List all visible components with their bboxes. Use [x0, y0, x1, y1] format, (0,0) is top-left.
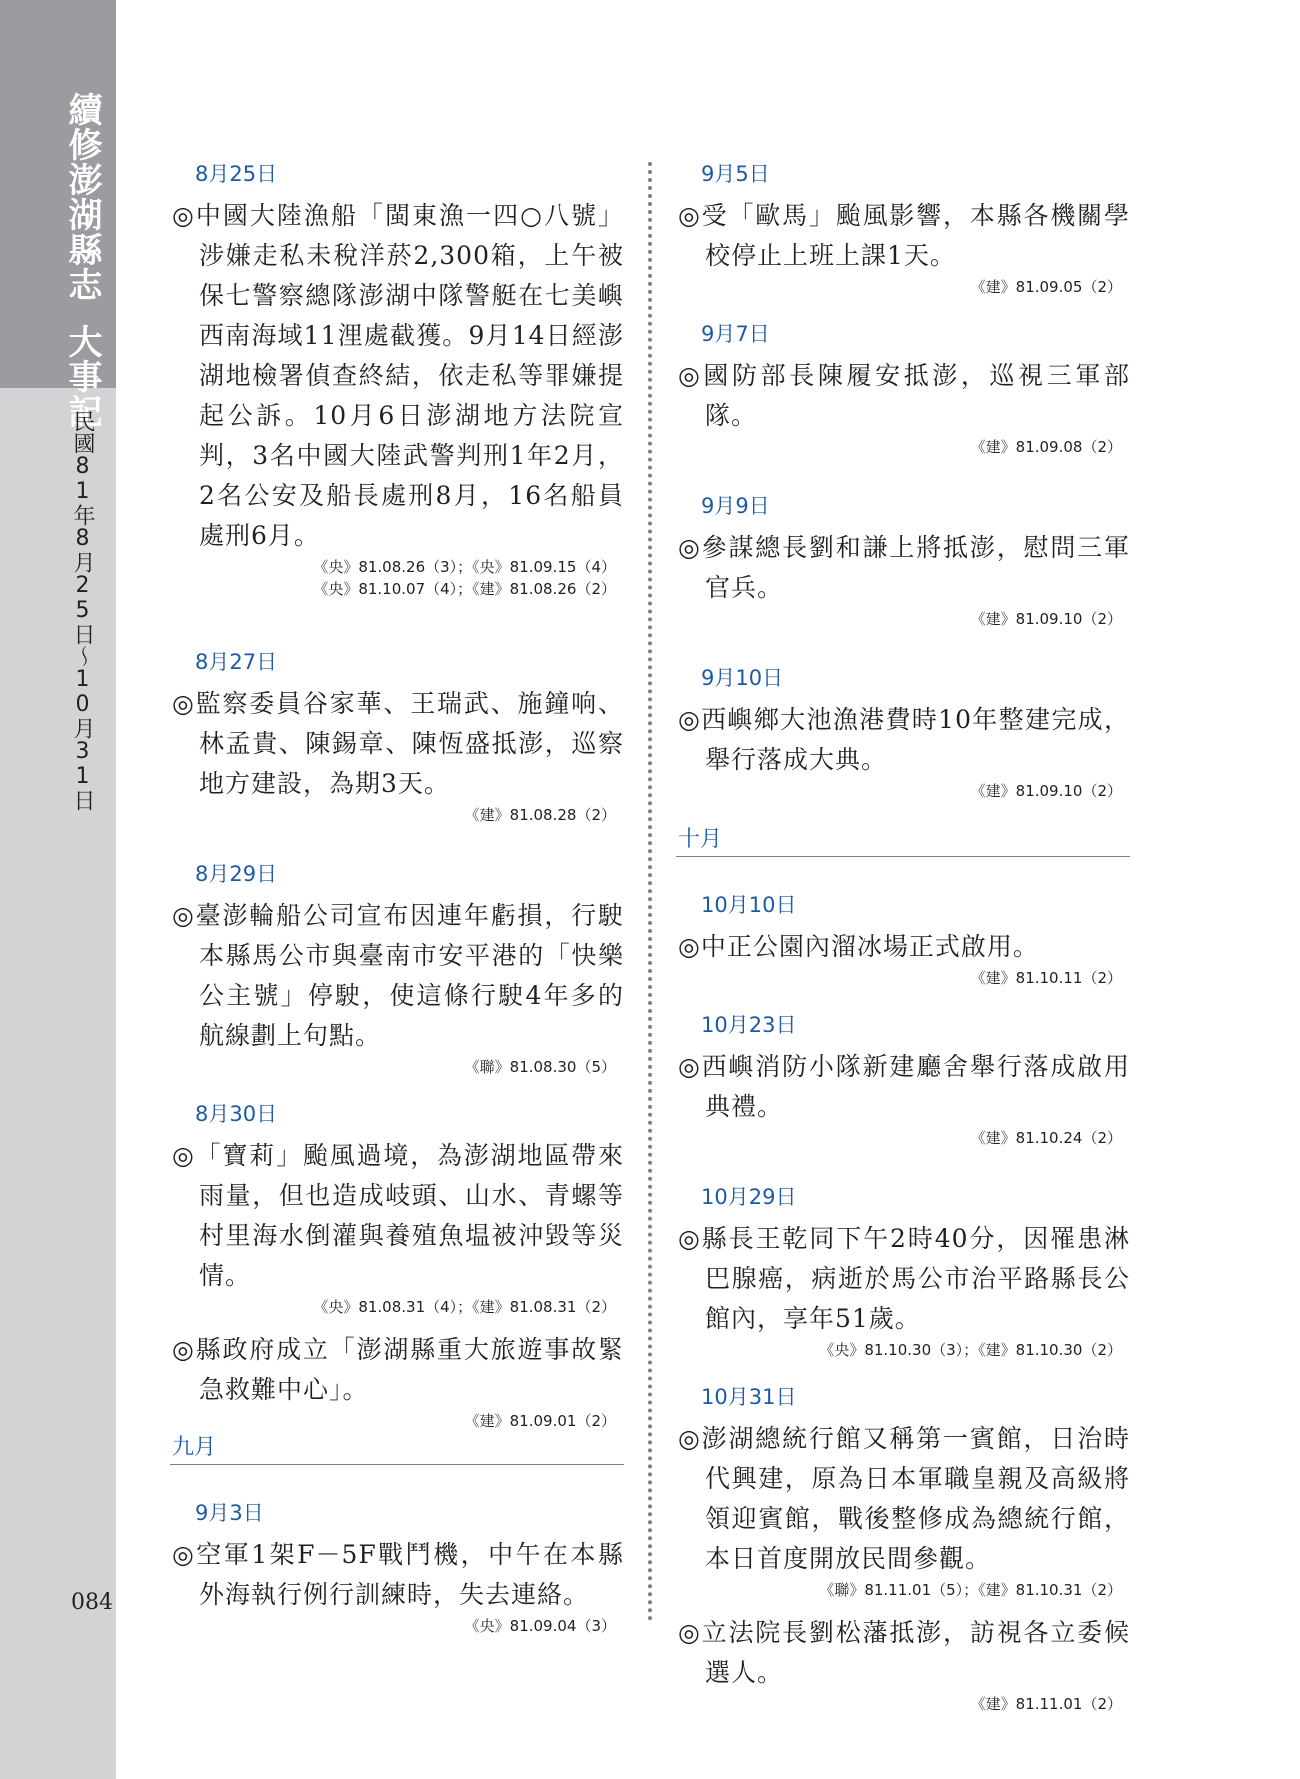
date-heading: 10月29日: [701, 1185, 797, 1209]
source-citation: 《建》81.09.05（2）: [970, 278, 1122, 296]
source-citation: 《建》81.10.11（2）: [970, 969, 1122, 987]
page-number: 084: [71, 1590, 113, 1615]
event-entry: ◎臺澎輪船公司宣布因連年虧損，行駛本縣馬公市與臺南市安平港的「快樂公主號」停駛，使這條行駛4年多的航線劃上句點。: [172, 901, 624, 1050]
event-entry: ◎縣長王乾同下午2時40分，因罹患淋巴腺癌，病逝於馬公市治平路縣長公館內，享年51歲。: [678, 1224, 1130, 1333]
event-entry: ◎西嶼鄉大池漁港費時10年整建完成，舉行落成大典。: [678, 705, 1130, 774]
book-title-main: 續修澎湖縣志: [62, 92, 102, 302]
month-heading-september: 九月: [170, 1432, 624, 1465]
source-citation: 《聯》81.08.30（5）: [464, 1058, 616, 1076]
date-heading: 10月10日: [701, 893, 797, 917]
event-entry: ◎「寶莉」颱風過境，為澎湖地區帶來雨量，但也造成岐頭、山水、青螺等村里海水倒灌與養殖魚塭被沖毀等災情。: [172, 1141, 624, 1290]
source-citation: 《建》81.09.10（2）: [970, 610, 1122, 628]
book-title-section: 大事記: [62, 324, 102, 429]
date-heading: 9月9日: [701, 494, 770, 518]
date-heading: 9月3日: [195, 1501, 264, 1525]
event-entry: ◎監察委員谷家華、王瑞武、施鐘响、林孟貴、陳錫章、陳恆盛抵澎，巡察地方建設，為期3天。: [172, 689, 624, 798]
source-citation: 《央》81.09.04（3）: [464, 1617, 616, 1635]
date-heading: 8月30日: [195, 1102, 278, 1126]
source-citation: 《建》81.09.10（2）: [970, 782, 1122, 800]
source-citation: 《央》81.10.30（3）；《建》81.10.30（2）: [819, 1341, 1122, 1359]
date-heading: 10月31日: [701, 1385, 797, 1409]
source-citation: 《央》81.08.31（4）；《建》81.08.31（2）: [313, 1298, 616, 1316]
source-citation: 《建》81.09.01（2）: [464, 1412, 616, 1430]
source-citation: 《建》81.11.01（2）: [970, 1695, 1122, 1713]
sidebar: [0, 0, 116, 1779]
event-entry: ◎中國大陸漁船「閩東漁一四○八號」涉嫌走私未稅洋菸2,300箱，上午被保七警察總隊澎湖中隊警艇在七美嶼西南海域11浬處截獲。9月14日經澎湖地檢署偵查終結，依走私等罪嫌提起公訴。10月6日澎湖地方法院宣判，3名中國大陸武警判刑1年2月，2名公安及船長處刑8月，16名船員處刑6月。: [172, 201, 624, 550]
event-entry: ◎立法院長劉松藩抵澎，訪視各立委候選人。: [678, 1618, 1130, 1687]
event-entry: ◎西嶼消防小隊新建廳舍舉行落成啟用典禮。: [678, 1052, 1130, 1121]
date-heading: 9月10日: [701, 666, 784, 690]
event-entry: ◎國防部長陳履安抵澎，巡視三軍部隊。: [678, 361, 1130, 430]
date-heading: 9月5日: [701, 162, 770, 186]
source-citation: 《聯》81.11.01（5）；《建》81.10.31（2）: [819, 1581, 1122, 1599]
date-heading: 8月27日: [195, 650, 278, 674]
source-line: 《央》81.10.07（4）；《建》81.08.26（2）: [313, 580, 616, 598]
source-citation: 《建》81.09.08（2）: [970, 438, 1122, 456]
left-column: [172, 160, 624, 1637]
book-title: [60, 92, 100, 429]
date-heading: 8月29日: [195, 862, 278, 886]
date-heading: 9月7日: [701, 322, 770, 346]
event-entry: ◎澎湖總統行館又稱第一賓館，日治時代興建，原為日本軍職皇親及高級將領迎賓館，戰後整修成為總統行館，本日首度開放民間參觀。: [678, 1424, 1130, 1573]
event-entry: ◎受「歐馬」颱風影響，本縣各機關學校停止上班上課1天。: [678, 201, 1130, 270]
event-entry: ◎空軍1架F－5F戰鬥機，中午在本縣外海執行例行訓練時，失去連絡。: [172, 1540, 624, 1609]
source-citation: [172, 556, 616, 600]
right-column: [678, 160, 1130, 1715]
month-heading-october: 十月: [676, 824, 1130, 857]
event-entry: ◎縣政府成立「澎湖縣重大旅遊事故緊急救難中心」。: [172, 1335, 624, 1404]
source-line: 《央》81.08.26（3）；《央》81.09.15（4）: [313, 558, 616, 576]
event-entry: ◎中正公園內溜冰場正式啟用。: [678, 932, 1039, 961]
column-divider: [648, 162, 652, 1622]
date-heading: 8月25日: [195, 162, 278, 186]
date-heading: 10月23日: [701, 1013, 797, 1037]
source-citation: 《建》81.08.28（2）: [464, 806, 616, 824]
period-range: 民國81年8月25日〜10月31日: [70, 410, 95, 811]
event-entry: ◎參謀總長劉和謙上將抵澎，慰問三軍官兵。: [678, 533, 1130, 602]
source-citation: 《建》81.10.24（2）: [970, 1129, 1122, 1147]
